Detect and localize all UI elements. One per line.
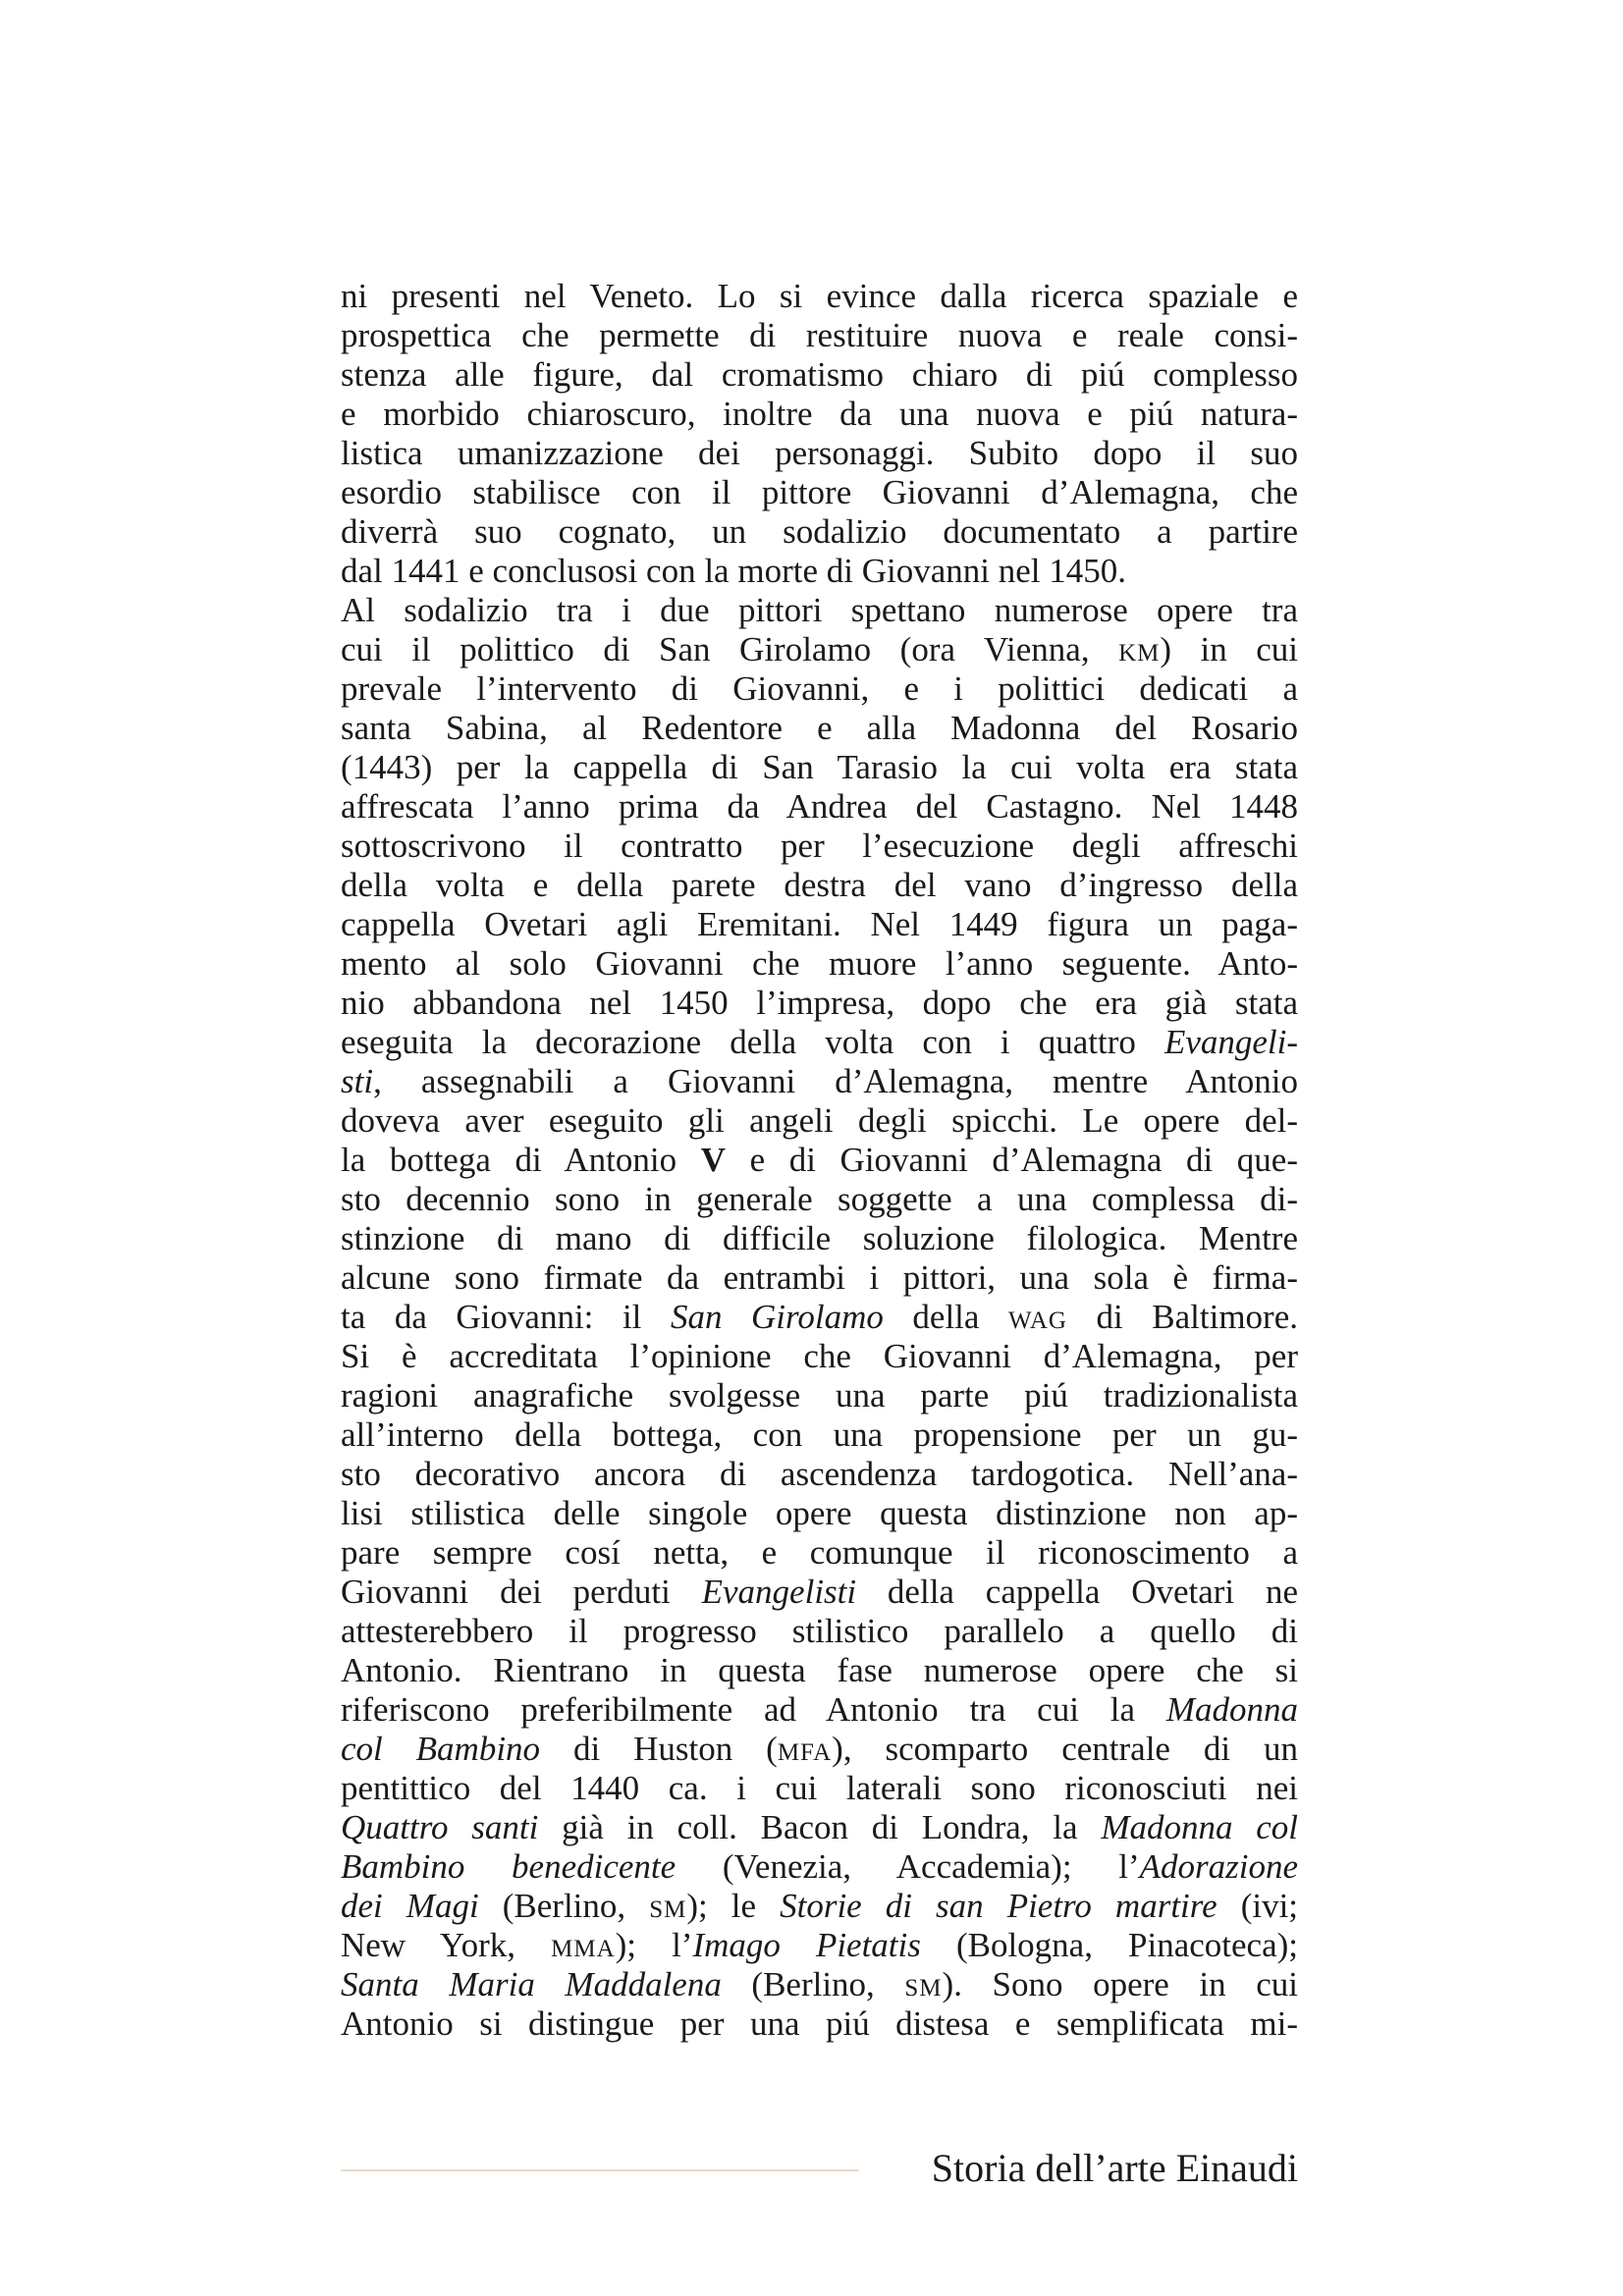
text-line: [341, 1533, 1298, 1573]
text-line: [341, 787, 1298, 827]
text-line: [341, 1965, 1298, 2004]
text-run: attesterebbero il progresso stilistico parallelo a quello di: [341, 1612, 1298, 1650]
text-run: della cappella Ovetari ne: [856, 1573, 1299, 1611]
text-run: (Berlino,: [478, 1887, 650, 1925]
text-run: stinzione di mano di difficile soluzione filologica. Mentre: [341, 1219, 1298, 1257]
text-line: [341, 1337, 1298, 1376]
text-run: già in coll. Bacon di Londra, la: [538, 1808, 1102, 1846]
text-line: [341, 1101, 1298, 1141]
text-line: [341, 669, 1298, 709]
text-line: [341, 630, 1298, 669]
text-line: [341, 827, 1298, 866]
abbreviation: mma: [551, 1926, 616, 1964]
italic-title: sti: [341, 1062, 374, 1100]
text-line: [341, 1494, 1298, 1533]
italic-title: Storie di san Pietro martire: [780, 1887, 1217, 1925]
text-run: santa Sabina, al Redentore e alla Madonna del Rosario: [341, 709, 1298, 747]
italic-title: Evangelisti: [701, 1573, 857, 1611]
italic-title: San Girolamo: [670, 1298, 884, 1336]
text-run: di Huston (: [540, 1730, 778, 1768]
text-line: [341, 591, 1298, 630]
text-run: cui il polittico di San Girolamo (ora Vienna,: [341, 630, 1119, 668]
text-run: ragioni anagrafiche svolgesse una parte piú tradizionalista: [341, 1376, 1298, 1415]
text-run: lisi stilistica delle singole opere questa distinzione non ap-: [341, 1494, 1298, 1532]
text-run: alcune sono firmate da entrambi i pittori, una sola è firma-: [341, 1258, 1298, 1297]
text-run: all’interno della bottega, con una propensione per un gu-: [341, 1415, 1298, 1454]
text-run: New York,: [341, 1926, 552, 1964]
text-run: prospettica che permette di restituire nuova e reale consi-: [341, 316, 1298, 354]
text-line: [341, 2004, 1298, 2044]
text-run: e di Giovanni d’Alemagna di que-: [725, 1141, 1298, 1179]
text-line: [341, 1730, 1298, 1769]
text-line: [341, 1769, 1298, 1808]
text-run: Antonio si distingue per una piú distesa e semplificata mi-: [341, 2004, 1298, 2043]
abbreviation: km: [1118, 630, 1161, 668]
text-run: ni presenti nel Veneto. Lo si evince dalla ricerca spaziale e: [341, 277, 1298, 315]
text-run: pentittico del 1440 ca. i cui laterali sono riconosciuti nei: [341, 1769, 1298, 1807]
text-run: Giovanni dei perduti: [341, 1573, 702, 1611]
italic-title: Madonna: [1165, 1690, 1298, 1729]
text-line: [341, 748, 1298, 787]
text-line: [341, 905, 1298, 944]
text-line: [341, 1180, 1298, 1219]
text-line: [341, 1376, 1298, 1415]
italic-title: Evangeli-: [1163, 1023, 1298, 1061]
text-line: [341, 277, 1298, 316]
text-line: [341, 1219, 1298, 1258]
text-run: prevale l’intervento di Giovanni, e i polittici dedicati a: [341, 669, 1298, 708]
text-run: ta da Giovanni: il: [341, 1298, 671, 1336]
footer-title: Storia dell’arte Einaudi: [931, 2146, 1298, 2190]
text-line: [341, 395, 1298, 434]
text-run: eseguita la decorazione della volta con i quattro: [341, 1023, 1164, 1061]
italic-title: Madonna col: [1101, 1808, 1298, 1846]
text-run: ); l’: [615, 1926, 693, 1964]
italic-title: dei Magi: [341, 1887, 479, 1925]
text-line: [341, 1023, 1298, 1062]
text-line: [341, 316, 1298, 355]
text-line: [341, 1612, 1298, 1651]
text-line: [341, 1690, 1298, 1730]
text-run: e morbido chiaroscuro, inoltre da una nuova e piú natura-: [341, 395, 1298, 433]
text-run: Antonio. Rientrano in questa fase numerose opere che si: [341, 1651, 1298, 1689]
text-run: (1443) per la cappella di San Tarasio la cui volta era stata: [341, 748, 1298, 786]
text-run: listica umanizzazione dei personaggi. Subito dopo il suo: [341, 434, 1298, 472]
text-run: dal 1441 e conclusosi con la morte di Giovanni nel 1450.: [341, 552, 1126, 590]
italic-title: col Bambino: [341, 1730, 541, 1768]
text-line: [341, 1298, 1298, 1337]
text-run: stenza alle figure, dal cromatismo chiaro di piú complesso: [341, 355, 1298, 394]
text-line: [341, 1651, 1298, 1690]
text-line: [341, 1062, 1298, 1101]
footer-rule: [341, 2169, 859, 2171]
text-line: [341, 552, 1298, 591]
italic-title: Imago Pietatis: [692, 1926, 921, 1964]
text-run: della volta e della parete destra del vano d’ingresso della: [341, 866, 1298, 904]
text-run: ) in cui: [1160, 630, 1299, 668]
text-run: Si è accreditata l’opinione che Giovanni d’Alemagna, per: [341, 1337, 1298, 1375]
text-run: Al sodalizio tra i due pittori spettano numerose opere tra: [341, 591, 1298, 629]
text-run: ). Sono opere in cui: [942, 1965, 1298, 2003]
text-run: pare sempre cosí netta, e comunque il riconoscimento a: [341, 1533, 1298, 1572]
text-run: mento al solo Giovanni che muore l’anno seguente. Anto-: [341, 944, 1298, 983]
italic-title: Santa Maria Maddalena: [341, 1965, 722, 2003]
text-line: [341, 1258, 1298, 1298]
text-line: [341, 1926, 1298, 1965]
text-run: di Baltimore.: [1066, 1298, 1298, 1336]
text-line: [341, 1887, 1298, 1926]
text-run: sottoscrivono il contratto per l’esecuzione degli affreschi: [341, 827, 1298, 865]
text-run: (Berlino,: [721, 1965, 905, 2003]
abbreviation: sm: [904, 1965, 943, 2003]
abbreviation: mfa: [777, 1730, 833, 1768]
text-run: sto decennio sono in generale soggette a una complessa di-: [341, 1180, 1298, 1218]
abbreviation: wag: [1008, 1298, 1067, 1336]
text-run: ); le: [686, 1887, 781, 1925]
text-line: [341, 1415, 1298, 1455]
italic-title: Bambino benedicente: [341, 1847, 676, 1886]
abbreviation: sm: [649, 1887, 687, 1925]
text-run: cappella Ovetari agli Eremitani. Nel 1449 figura un paga-: [341, 905, 1298, 943]
text-line: [341, 1808, 1298, 1847]
text-line: [341, 434, 1298, 473]
text-run: doveva aver eseguito gli angeli degli spicchi. Le opere del-: [341, 1101, 1298, 1140]
text-run: (ivi;: [1217, 1887, 1299, 1925]
text-run: ), scomparto centrale di un: [832, 1730, 1299, 1768]
text-run: , assegnabili a Giovanni d’Alemagna, mentre Antonio: [373, 1062, 1298, 1100]
text-run: (Bologna, Pinacoteca);: [920, 1926, 1298, 1964]
text-line: [341, 1455, 1298, 1494]
text-run: riferiscono preferibilmente ad Antonio tra cui la: [341, 1690, 1166, 1729]
text-line: [341, 1141, 1298, 1180]
italic-title: Quattro santi: [341, 1808, 539, 1846]
text-run: diverrà suo cognato, un sodalizio documentato a partire: [341, 512, 1298, 551]
text-run: la bottega di Antonio: [341, 1141, 701, 1179]
text-line: [341, 512, 1298, 552]
text-line: [341, 1573, 1298, 1612]
text-run: (Venezia, Accademia); l’: [676, 1847, 1140, 1886]
text-line: [341, 1847, 1298, 1887]
text-run: affrescata l’anno prima da Andrea del Castagno. Nel 1448: [341, 787, 1298, 826]
text-line: [341, 984, 1298, 1023]
text-line: [341, 866, 1298, 905]
text-line: [341, 473, 1298, 512]
text-run: nio abbandona nel 1450 l’impresa, dopo che era già stata: [341, 984, 1298, 1022]
text-line: [341, 944, 1298, 984]
body-text: [341, 277, 1298, 2044]
italic-title: Adorazione: [1139, 1847, 1298, 1886]
text-run: sto decorativo ancora di ascendenza tardogotica. Nell’ana-: [341, 1455, 1298, 1493]
text-run: esordio stabilisce con il pittore Giovanni d’Alemagna, che: [341, 473, 1298, 511]
text-line: [341, 355, 1298, 395]
text-run: della: [883, 1298, 1008, 1336]
text-line: [341, 709, 1298, 748]
text-run: V: [700, 1141, 726, 1179]
